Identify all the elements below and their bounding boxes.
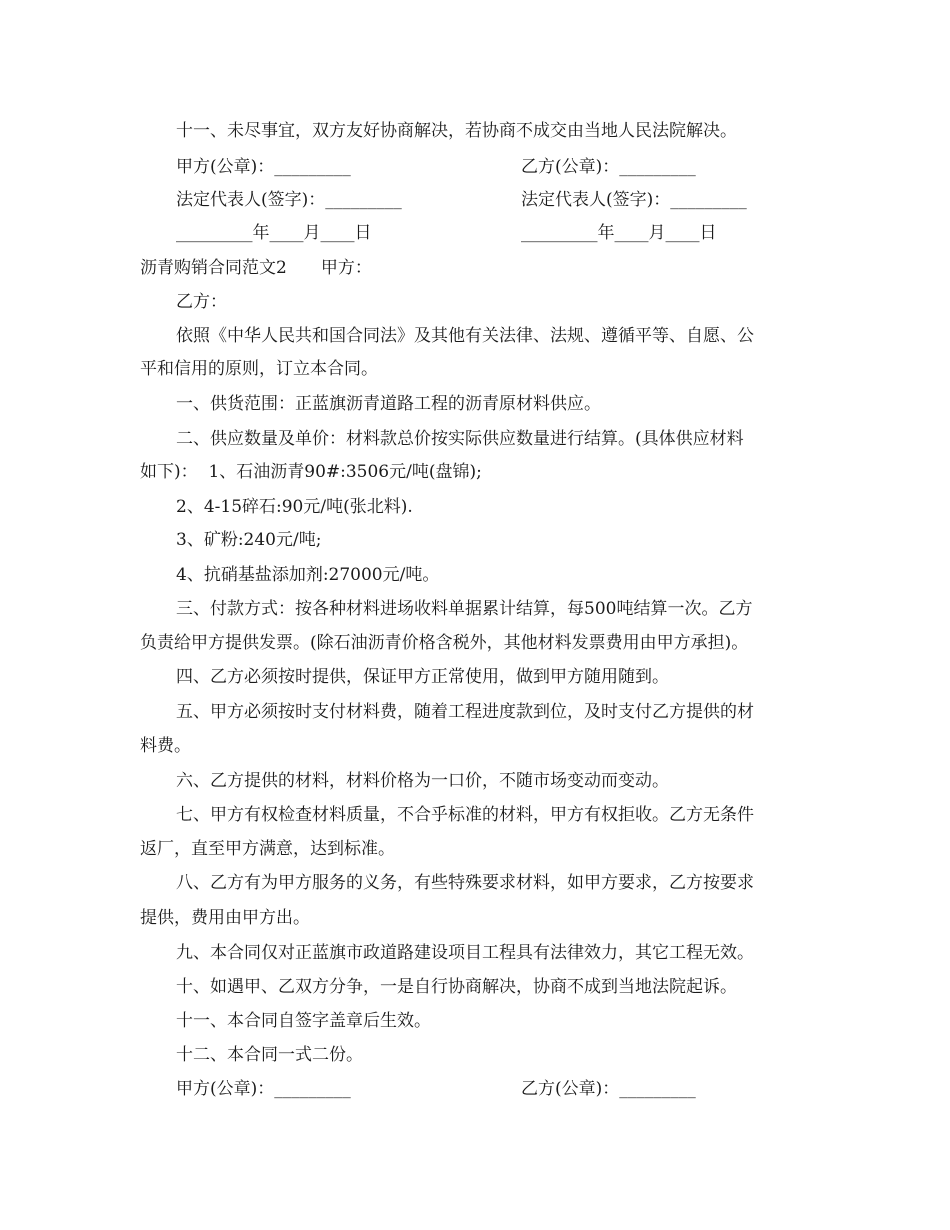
clause-8-line-2: 提供，费用由甲方出。 xyxy=(140,908,310,928)
clause-2-item-2: 2、4-15碎石:90元/吨(张北料). xyxy=(176,497,413,517)
clause-2-item-3: 3、矿粉:240元/吨; xyxy=(176,530,322,550)
party-b-date: _________年____月____日 xyxy=(521,223,717,243)
party-a-date: _________年____月____日 xyxy=(176,223,372,243)
clause-6: 六、乙方提供的材料，材料价格为一口价，不随市场变动而变动。 xyxy=(176,771,669,791)
clause-11-effective: 十一、本合同自签字盖章后生效。 xyxy=(176,1011,431,1031)
party-a-seal: 甲方(公章)：_________ xyxy=(176,157,351,177)
preamble-line-2: 平和信用的原则，订立本合同。 xyxy=(140,359,378,379)
party-a-seal-2: 甲方(公章)：_________ xyxy=(176,1079,351,1099)
clause-12-copies: 十二、本合同一式二份。 xyxy=(176,1045,363,1065)
clause-11-resolution: 十一、未尽事宜，双方友好协商解决，若协商不成交由当地人民法院解决。 xyxy=(176,121,737,141)
clause-3-line-1: 三、付款方式：按各种材料进场收料单据累计结算，每500吨结算一次。乙方 xyxy=(176,599,753,619)
clause-5-line-2: 料费。 xyxy=(140,736,191,756)
clause-5-line-1: 五、甲方必须按时支付材料费，随着工程进度款到位，及时支付乙方提供的材 xyxy=(176,702,754,722)
clause-4: 四、乙方必须按时提供，保证甲方正常使用，做到甲方随用随到。 xyxy=(176,667,669,687)
party-b-representative: 法定代表人(签字)：_________ xyxy=(521,190,747,210)
clause-7-line-1: 七、甲方有权检查材料质量，不合乎标准的材料，甲方有权拒收。乙方无条件 xyxy=(176,805,754,825)
clause-9: 九、本合同仅对正蓝旗市政道路建设项目工程具有法律效力，其它工程无效。 xyxy=(176,943,754,963)
clause-10: 十、如遇甲、乙双方分争，一是自行协商解决，协商不成到当地法院起诉。 xyxy=(176,977,737,997)
contract-2-title: 沥青购销合同范文2 甲方： xyxy=(140,258,372,278)
clause-3-line-2: 负责给甲方提供发票。(除石油沥青价格含税外，其他材料发票费用由甲方承担)。 xyxy=(140,633,749,653)
clause-2-item-4: 4、抗硝基盐添加剂:27000元/吨。 xyxy=(176,565,440,585)
clause-2-line-1: 二、供应数量及单价：材料款总价按实际供应数量进行结算。(具体供应材料 xyxy=(176,429,744,449)
party-b-seal-2: 乙方(公章)：_________ xyxy=(521,1079,696,1099)
clause-2-line-2: 如下)： 1、石油沥青90#:3506元/吨(盘锦); xyxy=(140,462,482,482)
party-b-seal: 乙方(公章)：_________ xyxy=(521,157,696,177)
clause-8-line-1: 八、乙方有为甲方服务的义务，有些特殊要求材料，如甲方要求，乙方按要求 xyxy=(176,873,754,893)
party-b-line: 乙方： xyxy=(176,292,227,312)
preamble-line-1: 依照《中华人民共和国合同法》及其他有关法律、法规、遵循平等、自愿、公 xyxy=(176,326,754,346)
clause-1: 一、供货范围：正蓝旗沥青道路工程的沥青原材料供应。 xyxy=(176,394,601,414)
party-a-representative: 法定代表人(签字)：_________ xyxy=(176,190,402,210)
clause-7-line-2: 返厂，直至甲方满意，达到标准。 xyxy=(140,839,395,859)
